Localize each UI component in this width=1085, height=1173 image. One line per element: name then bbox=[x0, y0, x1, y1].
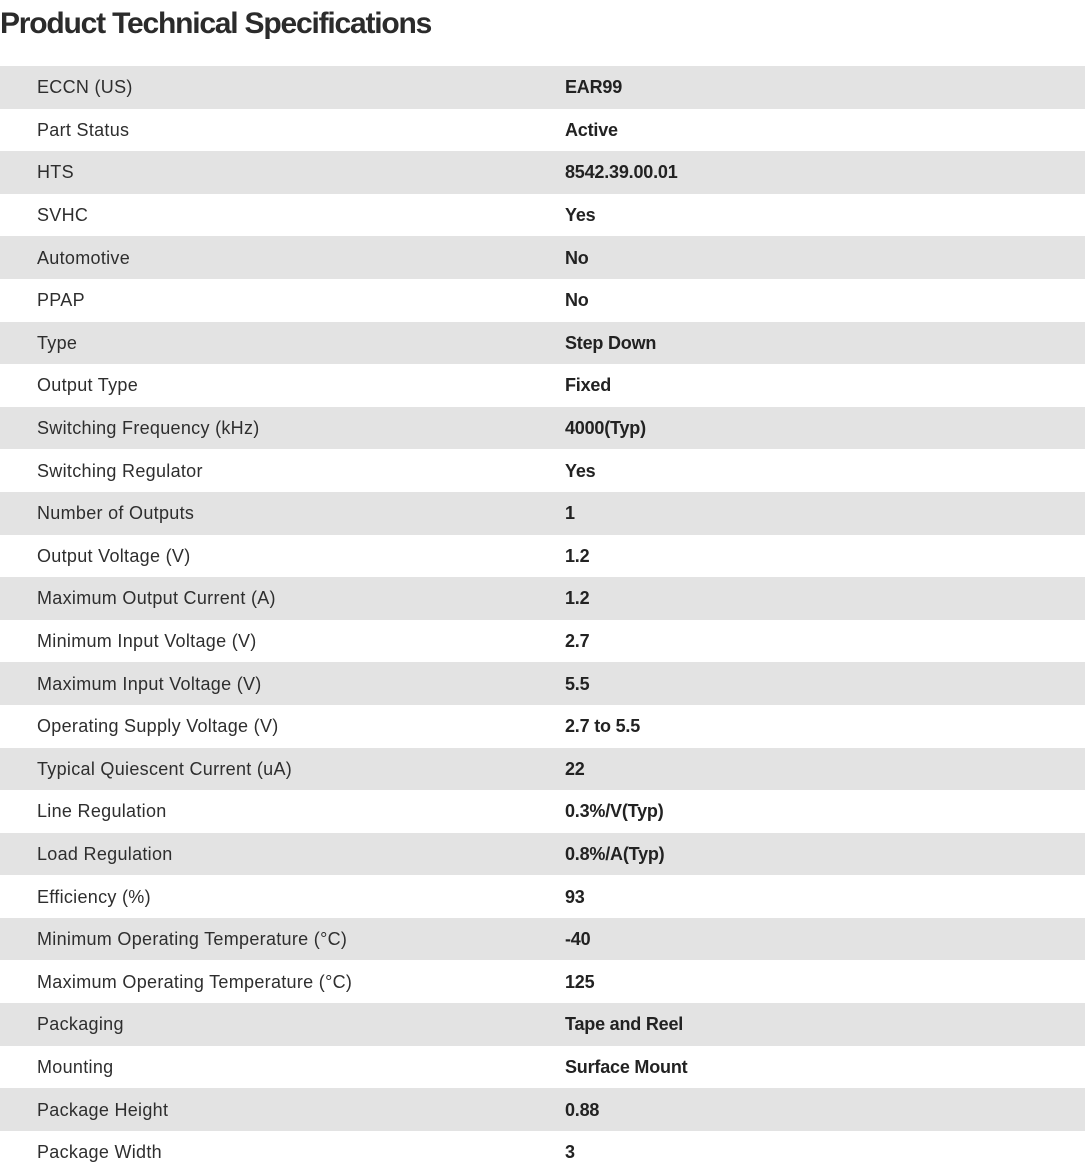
specifications-table-body bbox=[0, 66, 1085, 1173]
spec-label: Output Type bbox=[37, 375, 139, 396]
spec-value: EAR99 bbox=[565, 77, 623, 98]
spec-label: Package Height bbox=[37, 1099, 169, 1120]
table-row bbox=[0, 194, 1085, 237]
spec-value: 4000(Typ) bbox=[565, 418, 646, 439]
spec-label: Switching Frequency (kHz) bbox=[37, 418, 260, 439]
table-row bbox=[0, 833, 1085, 876]
table-row bbox=[0, 662, 1085, 705]
table-row bbox=[0, 1046, 1085, 1089]
spec-value: 1 bbox=[565, 503, 575, 524]
table-row bbox=[0, 364, 1085, 407]
table-row bbox=[0, 492, 1085, 535]
table-row bbox=[0, 875, 1085, 918]
spec-label: Minimum Operating Temperature (°C) bbox=[37, 929, 348, 950]
table-row bbox=[0, 1003, 1085, 1046]
specifications-table bbox=[0, 66, 1085, 1173]
spec-label: Line Regulation bbox=[37, 801, 167, 822]
table-row bbox=[0, 449, 1085, 492]
spec-value: 22 bbox=[565, 758, 585, 779]
table-row bbox=[0, 748, 1085, 791]
spec-label: Maximum Output Current (A) bbox=[37, 588, 276, 609]
table-row bbox=[0, 535, 1085, 578]
spec-value: 0.88 bbox=[565, 1099, 600, 1120]
spec-label: Part Status bbox=[37, 119, 130, 140]
spec-value: 1.2 bbox=[565, 545, 590, 566]
spec-label: PPAP bbox=[37, 290, 85, 311]
spec-value: 1.2 bbox=[565, 588, 590, 609]
spec-label: Load Regulation bbox=[37, 843, 173, 864]
table-row bbox=[0, 705, 1085, 748]
spec-value: Yes bbox=[565, 205, 596, 226]
table-row bbox=[0, 236, 1085, 279]
spec-label: Operating Supply Voltage (V) bbox=[37, 716, 279, 737]
spec-label: Maximum Input Voltage (V) bbox=[37, 673, 262, 694]
spec-value: 93 bbox=[565, 886, 585, 907]
spec-label: Type bbox=[37, 332, 78, 353]
spec-label: Maximum Operating Temperature (°C) bbox=[37, 971, 353, 992]
spec-value: 0.8%/A(Typ) bbox=[565, 843, 665, 864]
spec-value: Active bbox=[565, 119, 618, 140]
table-row bbox=[0, 279, 1085, 322]
spec-label: SVHC bbox=[37, 205, 89, 226]
table-row bbox=[0, 407, 1085, 450]
spec-label: HTS bbox=[37, 162, 74, 183]
table-row bbox=[0, 151, 1085, 194]
page-title: Product Technical Specifications bbox=[0, 7, 432, 40]
spec-value: 2.7 bbox=[565, 631, 590, 652]
table-row bbox=[0, 918, 1085, 961]
spec-value: 3 bbox=[565, 1142, 575, 1163]
table-row bbox=[0, 790, 1085, 833]
spec-label: Minimum Input Voltage (V) bbox=[37, 631, 257, 652]
table-row bbox=[0, 960, 1085, 1003]
table-row bbox=[0, 322, 1085, 365]
spec-value: 2.7 to 5.5 bbox=[565, 716, 641, 737]
spec-label: ECCN (US) bbox=[37, 77, 133, 98]
table-row bbox=[0, 66, 1085, 109]
spec-label: Mounting bbox=[37, 1056, 114, 1077]
spec-value: 125 bbox=[565, 971, 595, 992]
spec-value: 8542.39.00.01 bbox=[565, 162, 678, 183]
spec-label: Automotive bbox=[37, 247, 131, 268]
spec-value: No bbox=[565, 247, 589, 268]
table-row bbox=[0, 577, 1085, 620]
spec-value: Tape and Reel bbox=[565, 1014, 684, 1035]
spec-value: -40 bbox=[565, 929, 591, 950]
spec-value: Step Down bbox=[565, 332, 657, 353]
spec-label: Switching Regulator bbox=[37, 460, 203, 481]
spec-label: Package Width bbox=[37, 1142, 162, 1163]
table-row bbox=[0, 1088, 1085, 1131]
spec-value: 5.5 bbox=[565, 673, 590, 694]
spec-value: 0.3%/V(Typ) bbox=[565, 801, 664, 822]
table-row bbox=[0, 1131, 1085, 1173]
spec-value: Fixed bbox=[565, 375, 612, 396]
spec-label: Packaging bbox=[37, 1014, 124, 1035]
spec-label: Efficiency (%) bbox=[37, 886, 151, 907]
spec-value: Yes bbox=[565, 460, 596, 481]
spec-label: Number of Outputs bbox=[37, 503, 195, 524]
table-row bbox=[0, 109, 1085, 152]
spec-value: No bbox=[565, 290, 589, 311]
spec-label: Typical Quiescent Current (uA) bbox=[37, 758, 293, 779]
table-row bbox=[0, 620, 1085, 663]
spec-label: Output Voltage (V) bbox=[37, 545, 191, 566]
spec-value: Surface Mount bbox=[565, 1056, 688, 1077]
